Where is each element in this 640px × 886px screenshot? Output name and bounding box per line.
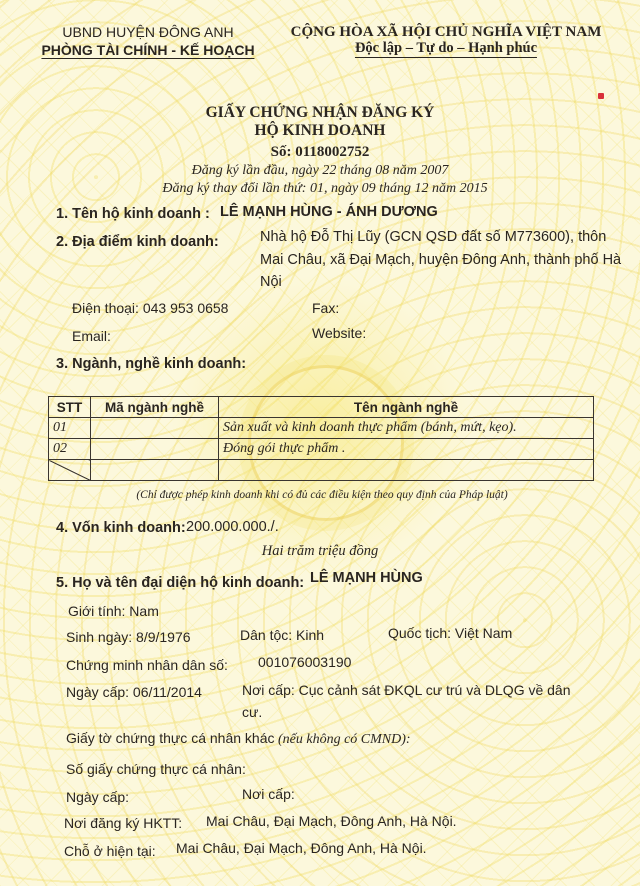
business-name-label: 1. Tên hộ kinh doanh : <box>56 206 210 222</box>
table-row-empty <box>49 460 594 481</box>
id-value: 001076003190 <box>258 654 352 670</box>
issuing-authority: UBND HUYỆN ĐÔNG ANH <box>62 24 234 40</box>
email-field: Email: <box>72 328 111 344</box>
business-lines-table <box>48 396 594 481</box>
hktt-label: Nơi đăng ký HKTT: <box>64 815 183 831</box>
certificate-number: Số: 0118002752 <box>270 144 370 160</box>
row-stt: 01 <box>49 418 91 439</box>
other-doc-wrap <box>66 730 411 748</box>
representative-label: 5. Họ và tên đại diện hộ kinh doanh: <box>56 575 305 591</box>
state-motto: Độc lập – Tự do – Hạnh phúc <box>354 40 538 56</box>
issue-date-field: Ngày cấp: 06/11/2014 <box>66 684 202 700</box>
empty-cell <box>91 460 219 481</box>
website-field: Website: <box>312 325 367 341</box>
table-row <box>49 439 594 460</box>
issuing-department: PHÒNG TÀI CHÍNH - KẾ HOẠCH <box>41 42 255 58</box>
nationality-field: Quốc tịch: Việt Nam <box>388 625 513 641</box>
empty-cell <box>49 460 91 481</box>
business-location-label: 2. Địa điểm kinh doanh: <box>56 234 219 250</box>
change-registration: Đăng ký thay đổi lần thứ: 01, ngày 09 tháng 12 năm 2015 <box>162 181 488 196</box>
red-mark <box>598 93 604 99</box>
address-line1: Nhà hộ Đỗ Thị Lũy (GCN QSD đất số M773600), thôn <box>260 229 607 245</box>
title-line1: GIẤY CHỨNG NHẬN ĐĂNG KÝ <box>205 104 435 121</box>
hktt-value: Mai Châu, Đại Mạch, Đông Anh, Hà Nội. <box>206 813 457 829</box>
row-code <box>91 418 219 439</box>
gender-field: Giới tính: Nam <box>68 603 159 619</box>
other-issue-place: Nơi cấp: <box>242 786 295 802</box>
address-line2: Mai Châu, xã Đại Mạch, huyện Đông Anh, thành phố Hà <box>260 252 622 268</box>
state-motto-wrap <box>355 40 537 58</box>
current-address-label: Chỗ ở hiện tại: <box>64 843 156 859</box>
first-registration: Đăng ký lần đầu, ngày 22 tháng 08 năm 2007 <box>191 163 449 178</box>
row-stt: 02 <box>49 439 91 460</box>
col-stt: STT <box>49 397 91 418</box>
other-issue-date: Ngày cấp: <box>66 789 130 805</box>
representative-name: LÊ MẠNH HÙNG <box>310 570 423 586</box>
business-lines-label: 3. Ngành, nghề kinh doanh: <box>56 356 247 372</box>
dob-field: Sinh ngày: 8/9/1976 <box>66 629 191 645</box>
business-name-value: LÊ MẠNH HÙNG - ÁNH DƯƠNG <box>220 204 438 220</box>
current-address-value: Mai Châu, Đại Mạch, Đông Anh, Hà Nội. <box>176 840 427 856</box>
other-doc-note: (nếu không có CMND): <box>277 732 411 747</box>
capital-value: 200.000.000./. <box>186 519 279 535</box>
row-name: Sản xuất và kinh doanh thực phẩm (bánh, mứt, kẹo). <box>219 418 594 439</box>
row-name: Đóng gói thực phẩm . <box>219 439 594 460</box>
table-row <box>49 418 594 439</box>
issuing-department-wrap <box>41 42 254 59</box>
other-doc-number: Số giấy chứng thực cá nhân: <box>66 761 246 777</box>
issue-place-line2: cư. <box>242 704 263 720</box>
col-code: Mã ngành nghề <box>91 397 219 418</box>
table-header-row <box>49 397 594 418</box>
ethnic-field: Dân tộc: Kinh <box>240 627 325 643</box>
capital-label: 4. Vốn kinh doanh: <box>56 520 186 536</box>
id-label: Chứng minh nhân dân số: <box>66 657 228 673</box>
state-name: CỘNG HÒA XÃ HỘI CHỦ NGHĨA VIỆT NAM <box>290 24 602 40</box>
title-line2: HỘ KINH DOANH <box>254 122 386 139</box>
empty-cell <box>219 460 594 481</box>
other-doc-label: Giấy tờ chứng thực cá nhân khác <box>66 730 275 746</box>
row-code <box>91 439 219 460</box>
fax-field: Fax: <box>312 300 340 316</box>
legal-note: (Chỉ được phép kinh doanh khi có đủ các điều kiện theo quy định của Pháp luật) <box>136 489 508 501</box>
address-line3: Nội <box>260 274 282 290</box>
col-name: Tên ngành nghề <box>219 397 594 418</box>
capital-in-words: Hai trăm triệu đồng <box>261 543 379 559</box>
issue-place-line1: Nơi cấp: Cục cảnh sát ĐKQL cư trú và DLQG về dân <box>242 682 571 698</box>
phone-field: Điện thoại: 043 953 0658 <box>72 300 229 316</box>
